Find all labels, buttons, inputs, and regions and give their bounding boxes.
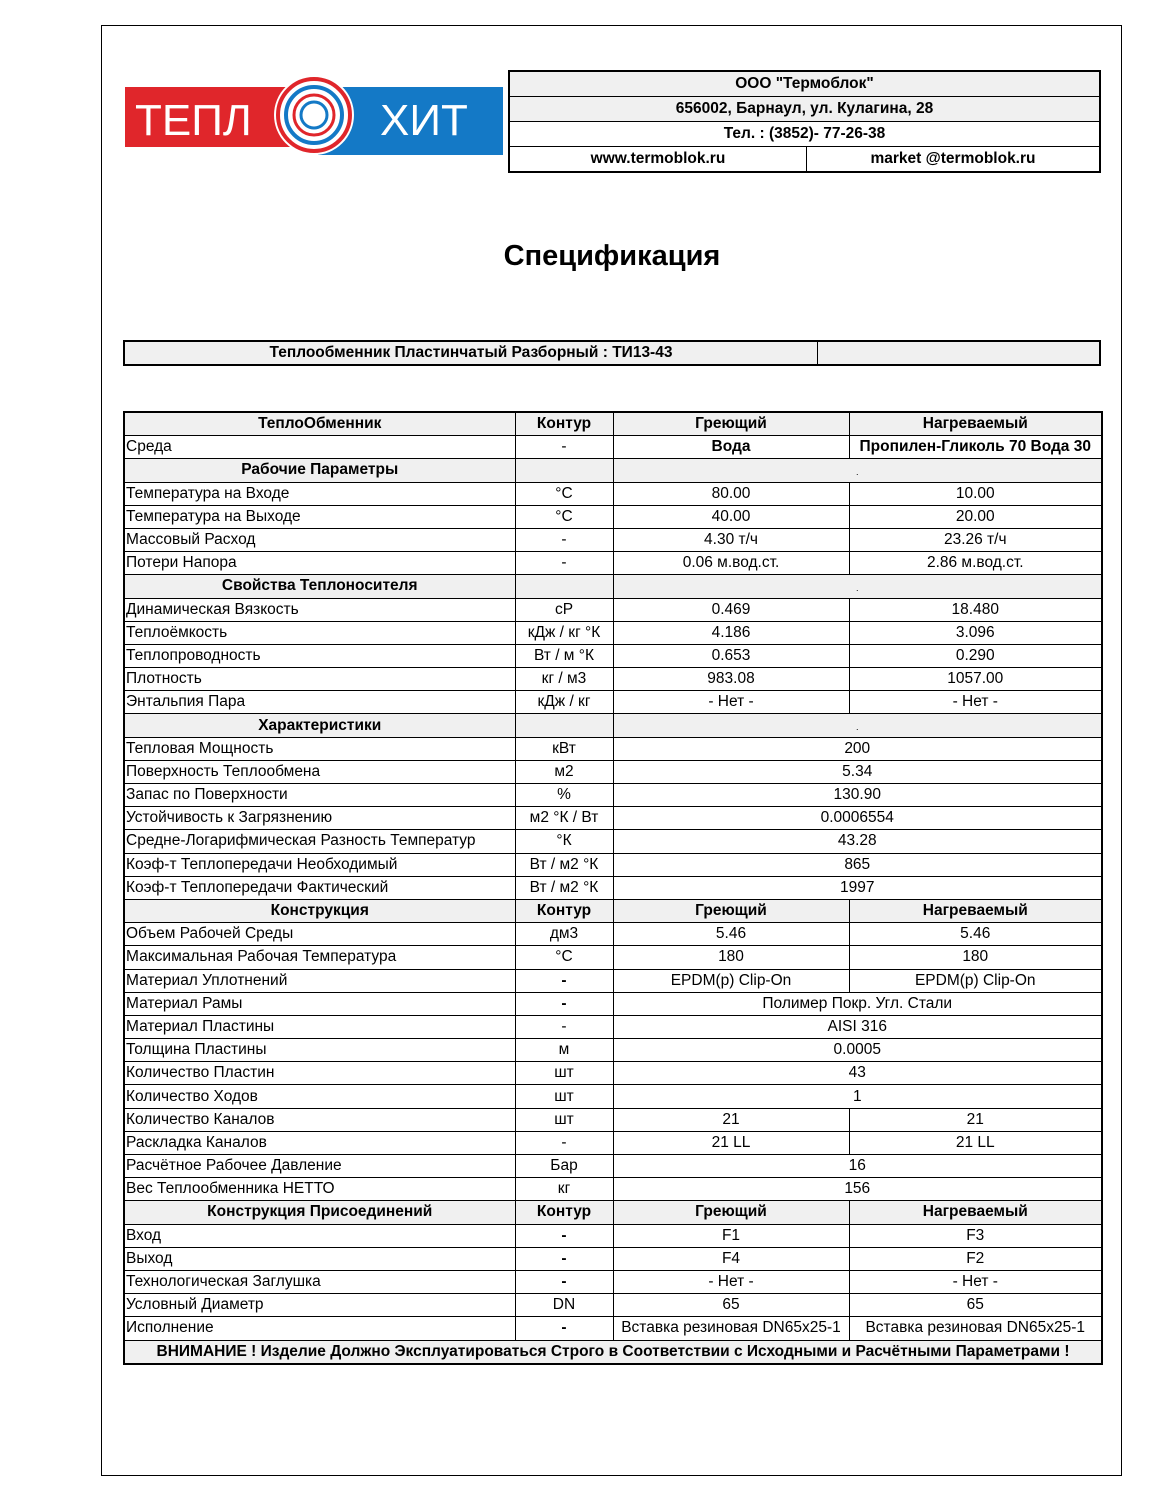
param-unit: м2 °К / Вт xyxy=(515,807,613,830)
param-cold: - Нет - xyxy=(849,1270,1102,1293)
param-unit: °С xyxy=(515,946,613,969)
table-row xyxy=(124,621,1102,644)
table-row xyxy=(124,1062,1102,1085)
table-row xyxy=(124,760,1102,783)
table-row xyxy=(124,505,1102,528)
param-value: 1997 xyxy=(613,876,1102,899)
header-cell: Нагреваемый xyxy=(849,899,1102,922)
param-hot: - Нет - xyxy=(613,691,849,714)
param-label: Среда xyxy=(124,436,515,459)
param-cold: F2 xyxy=(849,1247,1102,1270)
param-unit: - xyxy=(515,436,613,459)
header-cell: Контур xyxy=(515,899,613,922)
param-cold: EPDM(p) Clip-On xyxy=(849,969,1102,992)
param-label: Расчётное Рабочее Давление xyxy=(124,1155,515,1178)
param-cold: 0.290 xyxy=(849,644,1102,667)
param-unit: - xyxy=(515,969,613,992)
table-row xyxy=(124,969,1102,992)
param-label: Теплопроводность xyxy=(124,644,515,667)
param-unit: кг / м3 xyxy=(515,668,613,691)
param-hot: 0.469 xyxy=(613,598,849,621)
param-unit: °С xyxy=(515,505,613,528)
param-label: Максимальная Рабочая Температура xyxy=(124,946,515,969)
table-row xyxy=(124,1155,1102,1178)
param-value: 1 xyxy=(613,1085,1102,1108)
header-cell: Контур xyxy=(515,1201,613,1224)
param-label: Вход xyxy=(124,1224,515,1247)
param-unit: - xyxy=(515,1317,613,1340)
param-label: Устойчивость к Загрязнению xyxy=(124,807,515,830)
warning-text: ВНИМАНИЕ ! Изделие Должно Эксплуатироваться Строго в Соответствии с Исходными и Расчётными Параметрами ! xyxy=(124,1340,1102,1364)
param-unit: м2 xyxy=(515,760,613,783)
param-label: Коэф-т Теплопередачи Необходимый xyxy=(124,853,515,876)
param-cold: 1057.00 xyxy=(849,668,1102,691)
param-unit: кВт xyxy=(515,737,613,760)
table-header xyxy=(124,412,1102,436)
warning-row xyxy=(124,1340,1102,1364)
param-unit: - xyxy=(515,992,613,1015)
header-cell: Конструкция xyxy=(124,899,515,922)
page-title: Спецификация xyxy=(503,240,721,272)
param-label: Исполнение xyxy=(124,1317,515,1340)
param-label: Объем Рабочей Среды xyxy=(124,923,515,946)
table-row xyxy=(124,691,1102,714)
table-row xyxy=(124,552,1102,575)
param-unit: м xyxy=(515,1039,613,1062)
model-box xyxy=(123,340,1101,366)
param-value: 5.34 xyxy=(613,760,1102,783)
table-row xyxy=(124,807,1102,830)
param-value: 130.90 xyxy=(613,784,1102,807)
param-label: Температура на Выходе xyxy=(124,505,515,528)
company-name: ООО "Термоблок" xyxy=(509,71,1100,97)
param-unit: DN xyxy=(515,1294,613,1317)
param-hot: 80.00 xyxy=(613,482,849,505)
header-cell: Греющий xyxy=(613,899,849,922)
table-row xyxy=(124,598,1102,621)
table-row xyxy=(124,946,1102,969)
param-unit: cP xyxy=(515,598,613,621)
param-value: 200 xyxy=(613,737,1102,760)
param-label: Вес Теплообменника НЕТТО xyxy=(124,1178,515,1201)
param-unit: Вт / м °К xyxy=(515,644,613,667)
param-hot: Вода xyxy=(613,436,849,459)
param-label: Материал Рамы xyxy=(124,992,515,1015)
company-info xyxy=(508,70,1101,173)
section-dot: . xyxy=(613,575,1102,598)
param-label: Потери Напора xyxy=(124,552,515,575)
section-work-params xyxy=(124,459,1102,482)
model-label: Теплообменник Пластинчатый Разборный : ТИ13-43 xyxy=(124,341,818,365)
header-cell: Нагреваемый xyxy=(849,412,1102,436)
table-row xyxy=(124,830,1102,853)
param-unit: шт xyxy=(515,1085,613,1108)
param-cold: 21 xyxy=(849,1108,1102,1131)
param-hot: F4 xyxy=(613,1247,849,1270)
param-label: Технологическая Заглушка xyxy=(124,1270,515,1293)
header-cell: ТеплоОбменник xyxy=(124,412,515,436)
param-cold: 18.480 xyxy=(849,598,1102,621)
section-title: Рабочие Параметры xyxy=(124,459,515,482)
param-unit: - xyxy=(515,1224,613,1247)
param-unit: кг xyxy=(515,1178,613,1201)
param-label: Энтальпия Пара xyxy=(124,691,515,714)
param-cold: 65 xyxy=(849,1294,1102,1317)
param-cold: Вставка резиновая DN65x25-1 xyxy=(849,1317,1102,1340)
table-row xyxy=(124,1317,1102,1340)
table-row xyxy=(124,1247,1102,1270)
table-row xyxy=(124,1108,1102,1131)
section-dot: . xyxy=(613,714,1102,737)
table-row xyxy=(124,482,1102,505)
section-characteristics xyxy=(124,714,1102,737)
param-hot: 5.46 xyxy=(613,923,849,946)
param-value: AISI 316 xyxy=(613,1015,1102,1038)
table-row xyxy=(124,1131,1102,1154)
section-title: Характеристики xyxy=(124,714,515,737)
param-label: Динамическая Вязкость xyxy=(124,598,515,621)
header-cell: Нагреваемый xyxy=(849,1201,1102,1224)
param-cold: F3 xyxy=(849,1224,1102,1247)
param-unit: кДж / кг xyxy=(515,691,613,714)
param-hot: 0.653 xyxy=(613,644,849,667)
param-unit: Вт / м2 °К xyxy=(515,853,613,876)
param-hot: EPDM(p) Clip-On xyxy=(613,969,849,992)
company-email[interactable]: market @termoblok.ru xyxy=(807,147,1101,173)
param-cold: 20.00 xyxy=(849,505,1102,528)
header-cell: Конструкция Присоединений xyxy=(124,1201,515,1224)
table-row xyxy=(124,436,1102,459)
param-value: 0.0005 xyxy=(613,1039,1102,1062)
logo-text-right: ХИТ xyxy=(380,96,468,145)
param-label: Теплоёмкость xyxy=(124,621,515,644)
param-label: Коэф-т Теплопередачи Фактический xyxy=(124,876,515,899)
model-extra xyxy=(818,341,1101,365)
param-unit: дм3 xyxy=(515,923,613,946)
section-spacer xyxy=(515,714,613,737)
section-spacer xyxy=(515,575,613,598)
table-row xyxy=(124,1085,1102,1108)
table-row xyxy=(124,1294,1102,1317)
param-hot: 983.08 xyxy=(613,668,849,691)
table-row xyxy=(124,1270,1102,1293)
param-label: Толщина Пластины xyxy=(124,1039,515,1062)
param-value: 156 xyxy=(613,1178,1102,1201)
table-row xyxy=(124,737,1102,760)
param-cold: 23.26 т/ч xyxy=(849,528,1102,551)
param-value: 0.0006554 xyxy=(613,807,1102,830)
param-label: Количество Каналов xyxy=(124,1108,515,1131)
param-label: Раскладка Каналов xyxy=(124,1131,515,1154)
param-hot: F1 xyxy=(613,1224,849,1247)
logo-text-left: ТЕПЛ xyxy=(135,96,252,145)
param-hot: 4.30 т/ч xyxy=(613,528,849,551)
param-hot: 180 xyxy=(613,946,849,969)
table-row xyxy=(124,784,1102,807)
param-cold: 21 LL xyxy=(849,1131,1102,1154)
header-cell: Греющий xyxy=(613,1201,849,1224)
header-cell: Контур xyxy=(515,412,613,436)
param-unit: - xyxy=(515,528,613,551)
section-title: Свойства Теплоносителя xyxy=(124,575,515,598)
param-value: 16 xyxy=(613,1155,1102,1178)
param-label: Массовый Расход xyxy=(124,528,515,551)
param-value: 43.28 xyxy=(613,830,1102,853)
param-hot: 4.186 xyxy=(613,621,849,644)
param-unit: шт xyxy=(515,1108,613,1131)
param-hot: 0.06 м.вод.ст. xyxy=(613,552,849,575)
company-address: 656002, Барнаул, ул. Кулагина, 28 xyxy=(509,97,1100,122)
table-row xyxy=(124,528,1102,551)
param-hot: 40.00 xyxy=(613,505,849,528)
param-hot: 65 xyxy=(613,1294,849,1317)
table-row xyxy=(124,992,1102,1015)
param-label: Материал Уплотнений xyxy=(124,969,515,992)
param-label: Температура на Входе xyxy=(124,482,515,505)
param-label: Выход xyxy=(124,1247,515,1270)
param-unit: °К xyxy=(515,830,613,853)
param-unit: Бар xyxy=(515,1155,613,1178)
table-row xyxy=(124,644,1102,667)
param-label: Поверхность Теплообмена xyxy=(124,760,515,783)
param-unit: кДж / кг °К xyxy=(515,621,613,644)
section-spacer xyxy=(515,459,613,482)
param-unit: - xyxy=(515,1015,613,1038)
param-label: Материал Пластины xyxy=(124,1015,515,1038)
param-cold: 10.00 xyxy=(849,482,1102,505)
param-unit: шт xyxy=(515,1062,613,1085)
param-unit: % xyxy=(515,784,613,807)
company-logo xyxy=(125,73,503,157)
section-fluid-props xyxy=(124,575,1102,598)
param-label: Количество Пластин xyxy=(124,1062,515,1085)
section-dot: . xyxy=(613,459,1102,482)
table-row xyxy=(124,1224,1102,1247)
section-connections xyxy=(124,1201,1102,1224)
param-cold: Пропилен-Гликоль 70 Вода 30 xyxy=(849,436,1102,459)
param-label: Условный Диаметр xyxy=(124,1294,515,1317)
param-cold: 5.46 xyxy=(849,923,1102,946)
table-row xyxy=(124,668,1102,691)
table-row xyxy=(124,876,1102,899)
param-label: Тепловая Мощность xyxy=(124,737,515,760)
company-phone: Тел. : (3852)- 77-26-38 xyxy=(509,122,1100,147)
table-row xyxy=(124,1178,1102,1201)
table-row xyxy=(124,853,1102,876)
param-hot: Вставка резиновая DN65x25-1 xyxy=(613,1317,849,1340)
section-construction xyxy=(124,899,1102,922)
param-label: Запас по Поверхности xyxy=(124,784,515,807)
param-unit: - xyxy=(515,552,613,575)
param-label: Плотность xyxy=(124,668,515,691)
param-value: 43 xyxy=(613,1062,1102,1085)
table-row xyxy=(124,1015,1102,1038)
param-cold: 3.096 xyxy=(849,621,1102,644)
param-value: 865 xyxy=(613,853,1102,876)
table-row xyxy=(124,923,1102,946)
param-label: Количество Ходов xyxy=(124,1085,515,1108)
param-hot: 21 LL xyxy=(613,1131,849,1154)
header-cell: Греющий xyxy=(613,412,849,436)
param-unit: Вт / м2 °К xyxy=(515,876,613,899)
param-unit: - xyxy=(515,1131,613,1154)
param-label: Средне-Логарифмическая Разность Температур xyxy=(124,830,515,853)
param-unit: - xyxy=(515,1247,613,1270)
param-cold: 2.86 м.вод.ст. xyxy=(849,552,1102,575)
company-website[interactable]: www.termoblok.ru xyxy=(509,147,807,173)
param-unit: °С xyxy=(515,482,613,505)
table-row xyxy=(124,1039,1102,1062)
param-hot: 21 xyxy=(613,1108,849,1131)
param-hot: - Нет - xyxy=(613,1270,849,1293)
param-value: Полимер Покр. Угл. Стали xyxy=(613,992,1102,1015)
param-cold: - Нет - xyxy=(849,691,1102,714)
param-unit: - xyxy=(515,1270,613,1293)
param-cold: 180 xyxy=(849,946,1102,969)
spec-table xyxy=(123,411,1103,1365)
